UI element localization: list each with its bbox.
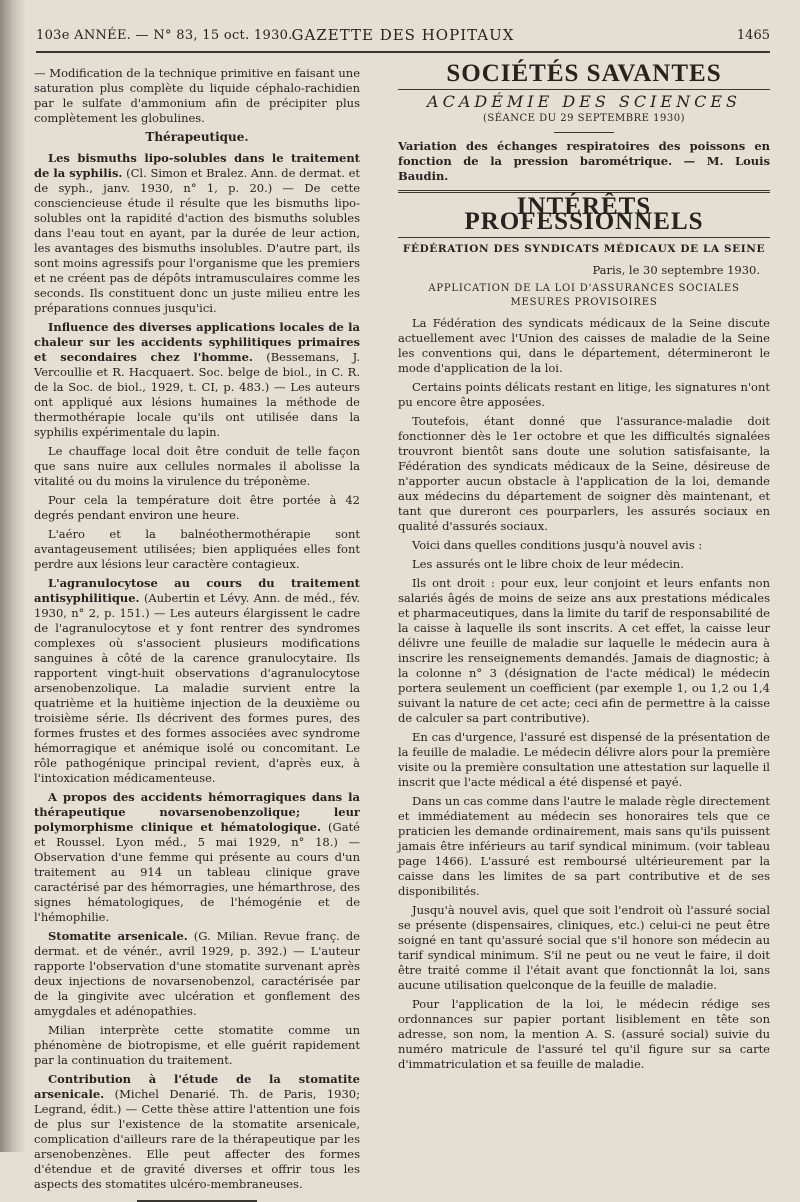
place-date: Paris, le 30 septembre 1930. [592, 263, 760, 277]
entry-body: (G. Milian. Revue franç. de dermat. et de vénér., avril 1929, p. 392.) — L'auteur rapporte l'observation d'une stomatite survenant après deux injections de novarsenobenzol, caractérisée par de la gingivite avec ulcération et gonflement des amygdales et adénopathies. [34, 929, 360, 1018]
entry-title: Influence des diverses applications locales de la chaleur sur les accidents syphilitiques primaires et secondaires chez l'homme. [34, 320, 360, 364]
societes-savantes-title: SOCIÉTÉS SAVANTES [446, 60, 722, 87]
paragraph-milian: Milian interprète cette stomatite comme un phénomène de biotropisme, et elle guérit rapidement par la continuation du traitement. [34, 1023, 360, 1067]
entry-chaleur [34, 320, 360, 440]
left-column [34, 66, 360, 1202]
issue-info: 103e ANNÉE. — N° 83, 15 oct. 1930. [36, 28, 293, 43]
page-spine-shadow [0, 0, 26, 1152]
paragraph-temperature: Pour cela la température doit être portée à 42 degrés pendant environ une heure. [34, 493, 360, 522]
journal-title: GAZETTE DES HOPITAUX [291, 26, 515, 44]
short-divider [554, 132, 614, 133]
entry-title: L'agranulocytose au cours du traitement antisyphilitique. [34, 576, 360, 605]
paragraph: Les assurés ont le libre choix de leur médecin. [412, 557, 684, 571]
application-title: APPLICATION DE LA LOI D'ASSURANCES SOCIALES MESURES PROVISOIRES [428, 283, 740, 308]
paragraph: Jusqu'à nouvel avis, quel que soit l'endroit où l'assuré social se présente (dispensaires, cliniques, etc.) celui-ci ne peut être soigné en tant qu'assuré social que s'il honore son médecin au tarif syndical minimum. S'il ne peut ou ne veut le faire, il doit être traité comme il l'était avant que fonctionnât la loi, sans aucune utilisation quelconque de la feuille de maladie. [398, 903, 770, 992]
entry-agranulocytose [34, 576, 360, 786]
variation-entry: Variation des échanges respiratoires des poissons en fonction de la pression barométrique. — M. Louis Baudin. [398, 139, 770, 183]
divider [398, 237, 770, 238]
paragraph-aero: L'aéro et la balnéothermothérapie sont avantageusement utilisées; bien appliquées elles font perdre aux lésions leur caractère contagieux. [34, 527, 360, 571]
entry-contribution [34, 1072, 360, 1192]
paragraph: Pour l'application de la loi, le médecin rédige ses ordonnances sur papier portant lisiblement en tête son adresse, son nom, la mention A. S. (assuré social) suivie du numéro matricule de l'assuré tel qu'il figure sur sa carte d'immatriculation et sa feuille de maladie. [398, 997, 770, 1071]
paragraph: Certains points délicats restant en litige, les signatures n'ont pu encore être apposées. [398, 380, 770, 409]
entry-stomatite [34, 929, 360, 1019]
page-number: 1465 [736, 28, 770, 43]
entry-body: (Aubertin et Lévy. Ann. de méd., fév. 1930, n° 2, p. 151.) — Les auteurs élargissent le cadre de l'agranulocytose et y font rentrer des syndromes complexes où s'associent plusieurs modifications sanguines à côté de la carence granulocytaire. Ils rapportent vingt-huit observations d'agranulocytose arsenobenzolique. La maladie survient entre la quatrième et la huitième injection de la deuxième ou troisième série. Ils décrivent des formes pures, des formes frustes et des formes associées avec syndrome hémorragique et anémique isolé ou concomitant. Le rôle pathogénique principal revient, d'après eux, à l'intoxication médicamenteuse. [34, 591, 360, 785]
paragraph: Toutefois, étant donné que l'assurance-maladie doit fonctionner dès le 1er octobre et que les difficultés signalées trouvront bientôt sans doute une solution satisfaisante, la Fédération des syndicats médicaux de la Seine, désireuse de n'apporter aucun obstacle à l'application de la loi, demande aux médecins du département de soigner dès maintenant, et tant que dureront ces pourparlers, les assurés sociaux en qualité d'assurés sociaux. [398, 414, 770, 533]
right-column [398, 60, 770, 1076]
entry-body: (Michel Denarié. Th. de Paris, 1930; Legrand, édit.) — Cette thèse attire l'attention une fois de plus sur l'existence de la stomatite arsenicale, complication d'ailleurs rare de la thérapeutique par les arsenobenzènes. Elle peut affecter des formes d'étendue et de gravité diverses et offrir tous les aspects des stomatites ulcéro-membraneuses. [34, 1087, 360, 1191]
page-header [36, 26, 770, 48]
entry-title: Contribution à l'étude de la stomatite arsenicale. [34, 1072, 360, 1101]
entry-body: (Bessemans, J. Vercoullie et R. Hacquaert. Soc. belge de biol., in C. R. de la Soc. de biol., 1929, t. CI, p. 483.) — Les auteurs ont appliqué aux lésions humaines la méthode de thermothérapie locale qu'ils ont utilisée dans la syphilis expérimentale du lapin. [34, 350, 361, 439]
paragraph: En cas d'urgence, l'assuré est dispensé de la présentation de la feuille de maladie. Le médecin délivre alors pour la première visite ou la première consultation une attestation sur laquelle il inscrit que l'acte médical a été dispensé et payé. [398, 730, 770, 789]
academie-title: ACADÉMIE DES SCIENCES [427, 92, 741, 111]
paragraph: La Fédération des syndicats médicaux de la Seine discute actuellement avec l'Union des caisses de maladie de la Seine les conventions qui, dans le département, détermineront le mode d'application de la loi. [398, 316, 770, 375]
entry-body: (Gaté et Roussel. Lyon méd., 5 mai 1929, n° 18.) — Observation d'une femme qui présente au cours d'un traitement au 914 un tableau clinique grave caractérisé par des hémorragies, une hémarthrose, des signes hématologiques, de l'hémogénie et de l'hémophilie. [34, 820, 360, 924]
paragraph: Ils ont droit : pour eux, leur conjoint et leurs enfants non salariés âgés de moins de seize ans aux prestations médicales et pharmaceutiques, dans la limite du tarif de responsabilité de la caisse à laquelle ils sont inscrits. A cet effet, la caisse leur délivre une feuille de maladie sur laquelle le médecin aura à inscrire les renseignements demandés. Jamais de diagnostic; à la colonne n° 3 (désignation de l'acte médical) le médecin portera seulement un coefficient (par exemple 1, ou 1,2 ou 1,4 suivant la nature de cet acte; ceci afin de permettre à la caisse de calculer sa part contributive). [398, 576, 770, 725]
seance-date: (SÉANCE DU 29 SEPTEMBRE 1930) [483, 113, 685, 124]
entry-body: (Cl. Simon et Bralez. Ann. de dermat. et de syph., janv. 1930, n° 1, p. 20.) — De cette consciencieuse étude il résulte que les bismuths lipo-solubles ont la rapidité d'action des bismuths solubles dans l'eau tout en ayant, par la durée de leur action, les avantages des bismuths insolubles. D'autre part, ils sont moins agressifs pour l'organisme que les premiers et ne créent pas de dépôts intramusculaires comme les seconds. Ils constituent donc un juste milieu entre les préparations connues jusqu'ici. [34, 166, 361, 315]
paragraph-modification: — Modification de la technique primitive en faisant une saturation plus complète du liquide céphalo-rachidien par le sulfate d'ammonium afin de précipiter plus complètement les globulines. [34, 66, 360, 125]
federation-title: FÉDÉRATION DES SYNDICATS MÉDICAUX DE LA SEINE [402, 243, 766, 255]
entry-title: Les bismuths lipo-solubles dans le traitement de la syphilis. [34, 151, 360, 180]
divider [398, 89, 770, 90]
entry-accidents-hemorragiques [34, 790, 360, 925]
entry-title: Stomatite arsenicale. [48, 929, 188, 943]
header-rule [36, 51, 770, 53]
section-therapeutique: Thérapeutique. [145, 130, 249, 144]
paragraph: Dans un cas comme dans l'autre le malade règle directement et immédiatement au médecin ses honoraires tels que ce praticien les demande ordinairement, mais sans qu'ils puissent jamais être inférieurs au tarif syndical minimum. (voir tableau page 1466). L'assuré est remboursé ultérieurement par la caisse dans les limites de sa part contributive et de ses disponibilités. [398, 794, 770, 898]
interets-professionnels-title: INTÉRÊTS PROFESSIONNELS [464, 193, 704, 235]
paragraph: Voici dans quelles conditions jusqu'à nouvel avis : [412, 538, 703, 552]
entry-title: A propos des accidents hémorragiques dans la thérapeutique novarsenobenzolique; leur polymorphisme clinique et hématologique. [34, 790, 360, 834]
paragraph-chauffage: Le chauffage local doit être conduit de telle façon que sans nuire aux cellules normales il abolisse la vitalité ou du moins la virulence du tréponème. [34, 444, 360, 488]
entry-bismuths [34, 151, 360, 316]
